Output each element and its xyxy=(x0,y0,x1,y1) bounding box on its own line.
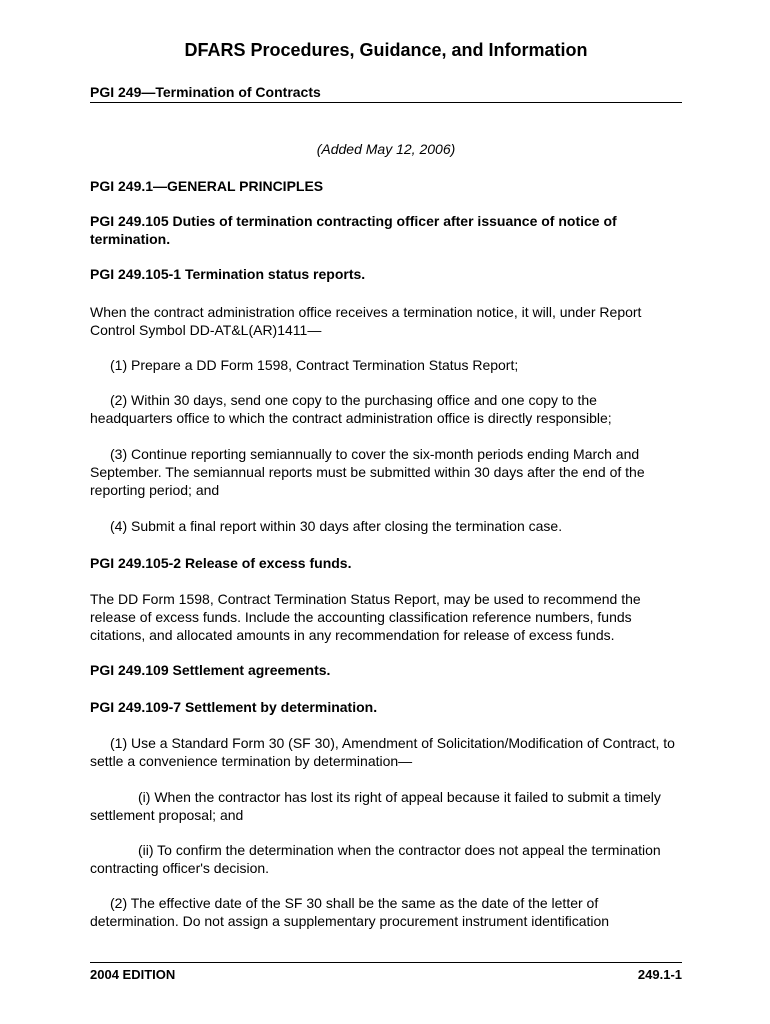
sf-item-2: (2) The effective date of the SF 30 shall be the same as the date of the letter of determination. Do not assign a supplementary procurement instrument identification xyxy=(90,895,610,929)
list-item-2: (2) Within 30 days, send one copy to the purchasing office and one copy to the headquarters office to which the contract administration office is directly responsible; xyxy=(90,392,612,426)
section-heading-105-1: PGI 249.105-1 Termination status reports. xyxy=(90,266,366,282)
list-item-1: (1) Prepare a DD Form 1598, Contract Termination Status Report; xyxy=(110,357,519,373)
footer-page-number: 249.1-1 xyxy=(637,967,682,982)
document-page xyxy=(90,0,682,1024)
added-note: (Added May 12, 2006) xyxy=(316,141,456,157)
paragraph-excess-funds: The DD Form 1598, Contract Termination Status Report, may be used to recommend the release of excess funds. Include the accounting classification reference numbers, funds citations, and allocated amounts in any recommendation for release of excess funds. xyxy=(90,591,641,643)
section-heading-105-2: PGI 249.105-2 Release of excess funds. xyxy=(90,555,352,571)
section-heading-105: PGI 249.105 Duties of termination contracting officer after issuance of notice of termination. xyxy=(90,213,617,247)
part-header: PGI 249—Termination of Contracts xyxy=(90,84,682,103)
footer-edition: 2004 EDITION xyxy=(90,967,176,982)
document-title: DFARS Procedures, Guidance, and Information xyxy=(184,40,588,60)
list-item-3: (3) Continue reporting semiannually to cover the six-month periods ending March and September. The semiannual reports must be submitted within 30 days after the end of the reporting period; and xyxy=(90,446,645,498)
list-item-4: (4) Submit a final report within 30 days after closing the termination case. xyxy=(110,518,563,534)
section-heading-principles: PGI 249.1—GENERAL PRINCIPLES xyxy=(90,178,324,194)
sf-item-1: (1) Use a Standard Form 30 (SF 30), Amendment of Solicitation/Modification of Contract, to settle a convenience termination by determination— xyxy=(90,735,675,769)
page-footer xyxy=(90,962,682,982)
sf-item-1-i: (i) When the contractor has lost its right of appeal because it failed to submit a timely settlement proposal; and xyxy=(90,789,661,823)
section-heading-109-7: PGI 249.109-7 Settlement by determination. xyxy=(90,699,378,715)
paragraph-intro: When the contract administration office receives a termination notice, it will, under Report Control Symbol DD-AT&L(AR)1411— xyxy=(90,304,642,338)
section-heading-109: PGI 249.109 Settlement agreements. xyxy=(90,662,331,678)
sf-item-1-ii: (ii) To confirm the determination when the contractor does not appeal the termination contracting officer's decision. xyxy=(90,842,661,876)
